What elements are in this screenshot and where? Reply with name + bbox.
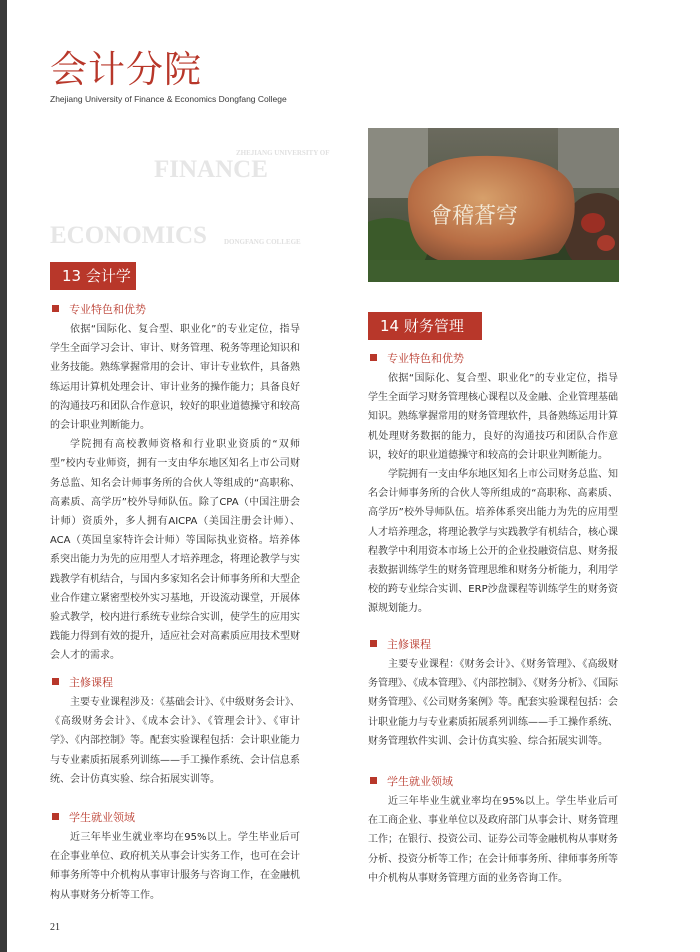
subheading-label: 专业特色和优势 (69, 303, 146, 316)
section-heading-financial-management: 14 财务管理 (368, 312, 482, 340)
page-title: 会计分院 (50, 48, 202, 91)
paragraph: 依据“国际化、复合型、职业化”的专业定位，指导学生全面学习财务管理核心课程以及金融、企业管理基础知识。熟练掌握常用的财务管理软件，具备熟练运用计算机处理财务数据的能力，良好的沟通技巧和团队合作意识，较好的职业道德操守和较高的会计职业判断能力。 (368, 373, 618, 461)
body-text (368, 792, 618, 888)
bullet-square-icon (370, 640, 377, 647)
body-text (50, 693, 300, 789)
paragraph: 学院拥有高校教师资格和行业职业资质的“双师型”校内专业师资，拥有一支由华东地区知名上市公司财务总监、知名会计师事务所的合伙人等组成的“高职称、高素质、高学历”校外导师队伍。除了CPA（中国注册会计师）资质外，多人拥有AICPA（美国注册会计师）、ACA（英国皇家特许会计师）等国际执业资格。培养体系突出能力为先的应用型人才培养理念，将理论教学与实践教学有机结合，与国内多家知名会计师事务所和大型企业合作建立紧密型校外实习基地，开设流动课堂，开展体验式教学，校内进行系统专业综合实训，使学生的应用实践能力得到有效的提升，适应社会对高素质应用技术型财会人才的需求。 (50, 439, 300, 662)
paragraph: 近三年毕业生就业率均在95%以上。学生毕业后可在企事业单位、政府机关从事会计实务工作，也可在会计师事务所等中介机构从事审计服务与咨询工作，在金融机构从事财务分析等工作。 (50, 832, 300, 901)
paragraph: 近三年毕业生就业率均在95%以上。学生毕业后可在工商企业、事业单位以及政府部门从事会计、财务管理工作；在银行、投资公司、证券公司等金融机构从事财务分析、投资分析等工作；在会计师事务所、律师事务所等中介机构从事财务管理方面的业务咨询工作。 (368, 796, 618, 884)
paragraph: 依据“国际化、复合型、职业化”的专业定位，指导学生全面学习会计、审计、财务管理、税务等理论知识和业务技能。熟练掌握常用的会计、审计专业软件，具备熟练运用计算机处理会计、审计业务的操作能力；具备良好的沟通技巧和团队合作意识，较好的职业道德操守和较高的会计职业判断能力。 (50, 324, 300, 432)
watermark-small-1: ZHEJIANG UNIVERSITY OF (236, 149, 330, 157)
subheading-employment (52, 810, 135, 826)
bullet-square-icon (52, 305, 59, 312)
bullet-square-icon (370, 777, 377, 784)
subheading-label: 主修课程 (387, 638, 431, 651)
bullet-square-icon (52, 678, 59, 685)
body-text (50, 828, 300, 905)
watermark-small-2: DONGFANG COLLEGE (224, 238, 301, 246)
section-heading-accounting: 13 会计学 (50, 262, 136, 290)
page-number: 21 (50, 922, 60, 933)
body-text (50, 320, 300, 666)
bullet-square-icon (370, 354, 377, 361)
bullet-square-icon (52, 813, 59, 820)
subheading-label: 学生就业领域 (69, 811, 135, 824)
paragraph: 学院拥有一支由华东地区知名上市公司财务总监、知名会计师事务所的合伙人等所组成的“高职称、高素质、高学历”校外导师队伍。培养体系突出能力为先的应用型人才培养理念，将理论教学与实践教学有机结合，核心课程教学中利用资本市场上公开的企业投融资信息、财务报表数据训练学生的财务管理思维和财务分析能力，利用学校的跨专业综合实训、ERP沙盘课程等训练学生的财务资源规划能力。 (368, 469, 618, 615)
watermark-finance: FINANCE (154, 156, 268, 183)
campus-stone-photo (368, 128, 619, 282)
subheading-courses (52, 675, 113, 691)
paragraph: 主要专业课程：《财务会计》、《财务管理》、《高级财务管理》、《成本管理》、《内部控制》、《财务分析》、《国际财务管理》、《公司财务案例》等。配套实验课程包括：会计职业能力与专业素质拓展系列训练——手工操作系统、财务管理软件实训、会计仿真实验、综合拓展实训等。 (368, 659, 618, 747)
paragraph: 主要专业课程涉及：《基础会计》、《中级财务会计》、《高级财务会计》、《成本会计》、《管理会计》、《审计学》、《内部控制》等。配套实验课程包括：会计职业能力与专业素质拓展系列训练——手工操作系统、会计信息系统、会计仿真实验、综合拓展实训等。 (50, 697, 300, 785)
subheading-label: 学生就业领域 (387, 775, 453, 788)
body-text (368, 655, 618, 751)
binding-edge (0, 0, 7, 952)
stone-inscription: 會稽蒼穹 (430, 204, 519, 229)
subheading-features (370, 351, 464, 367)
subheading-employment (370, 774, 453, 790)
subheading-label: 主修课程 (69, 676, 113, 689)
page-subtitle: Zhejiang University of Finance & Economics Dongfang College (50, 94, 287, 104)
body-text (368, 369, 618, 619)
subheading-label: 专业特色和优势 (387, 352, 464, 365)
subheading-features (52, 302, 146, 318)
watermark-economics: ECONOMICS (50, 222, 207, 249)
subheading-courses (370, 637, 431, 653)
